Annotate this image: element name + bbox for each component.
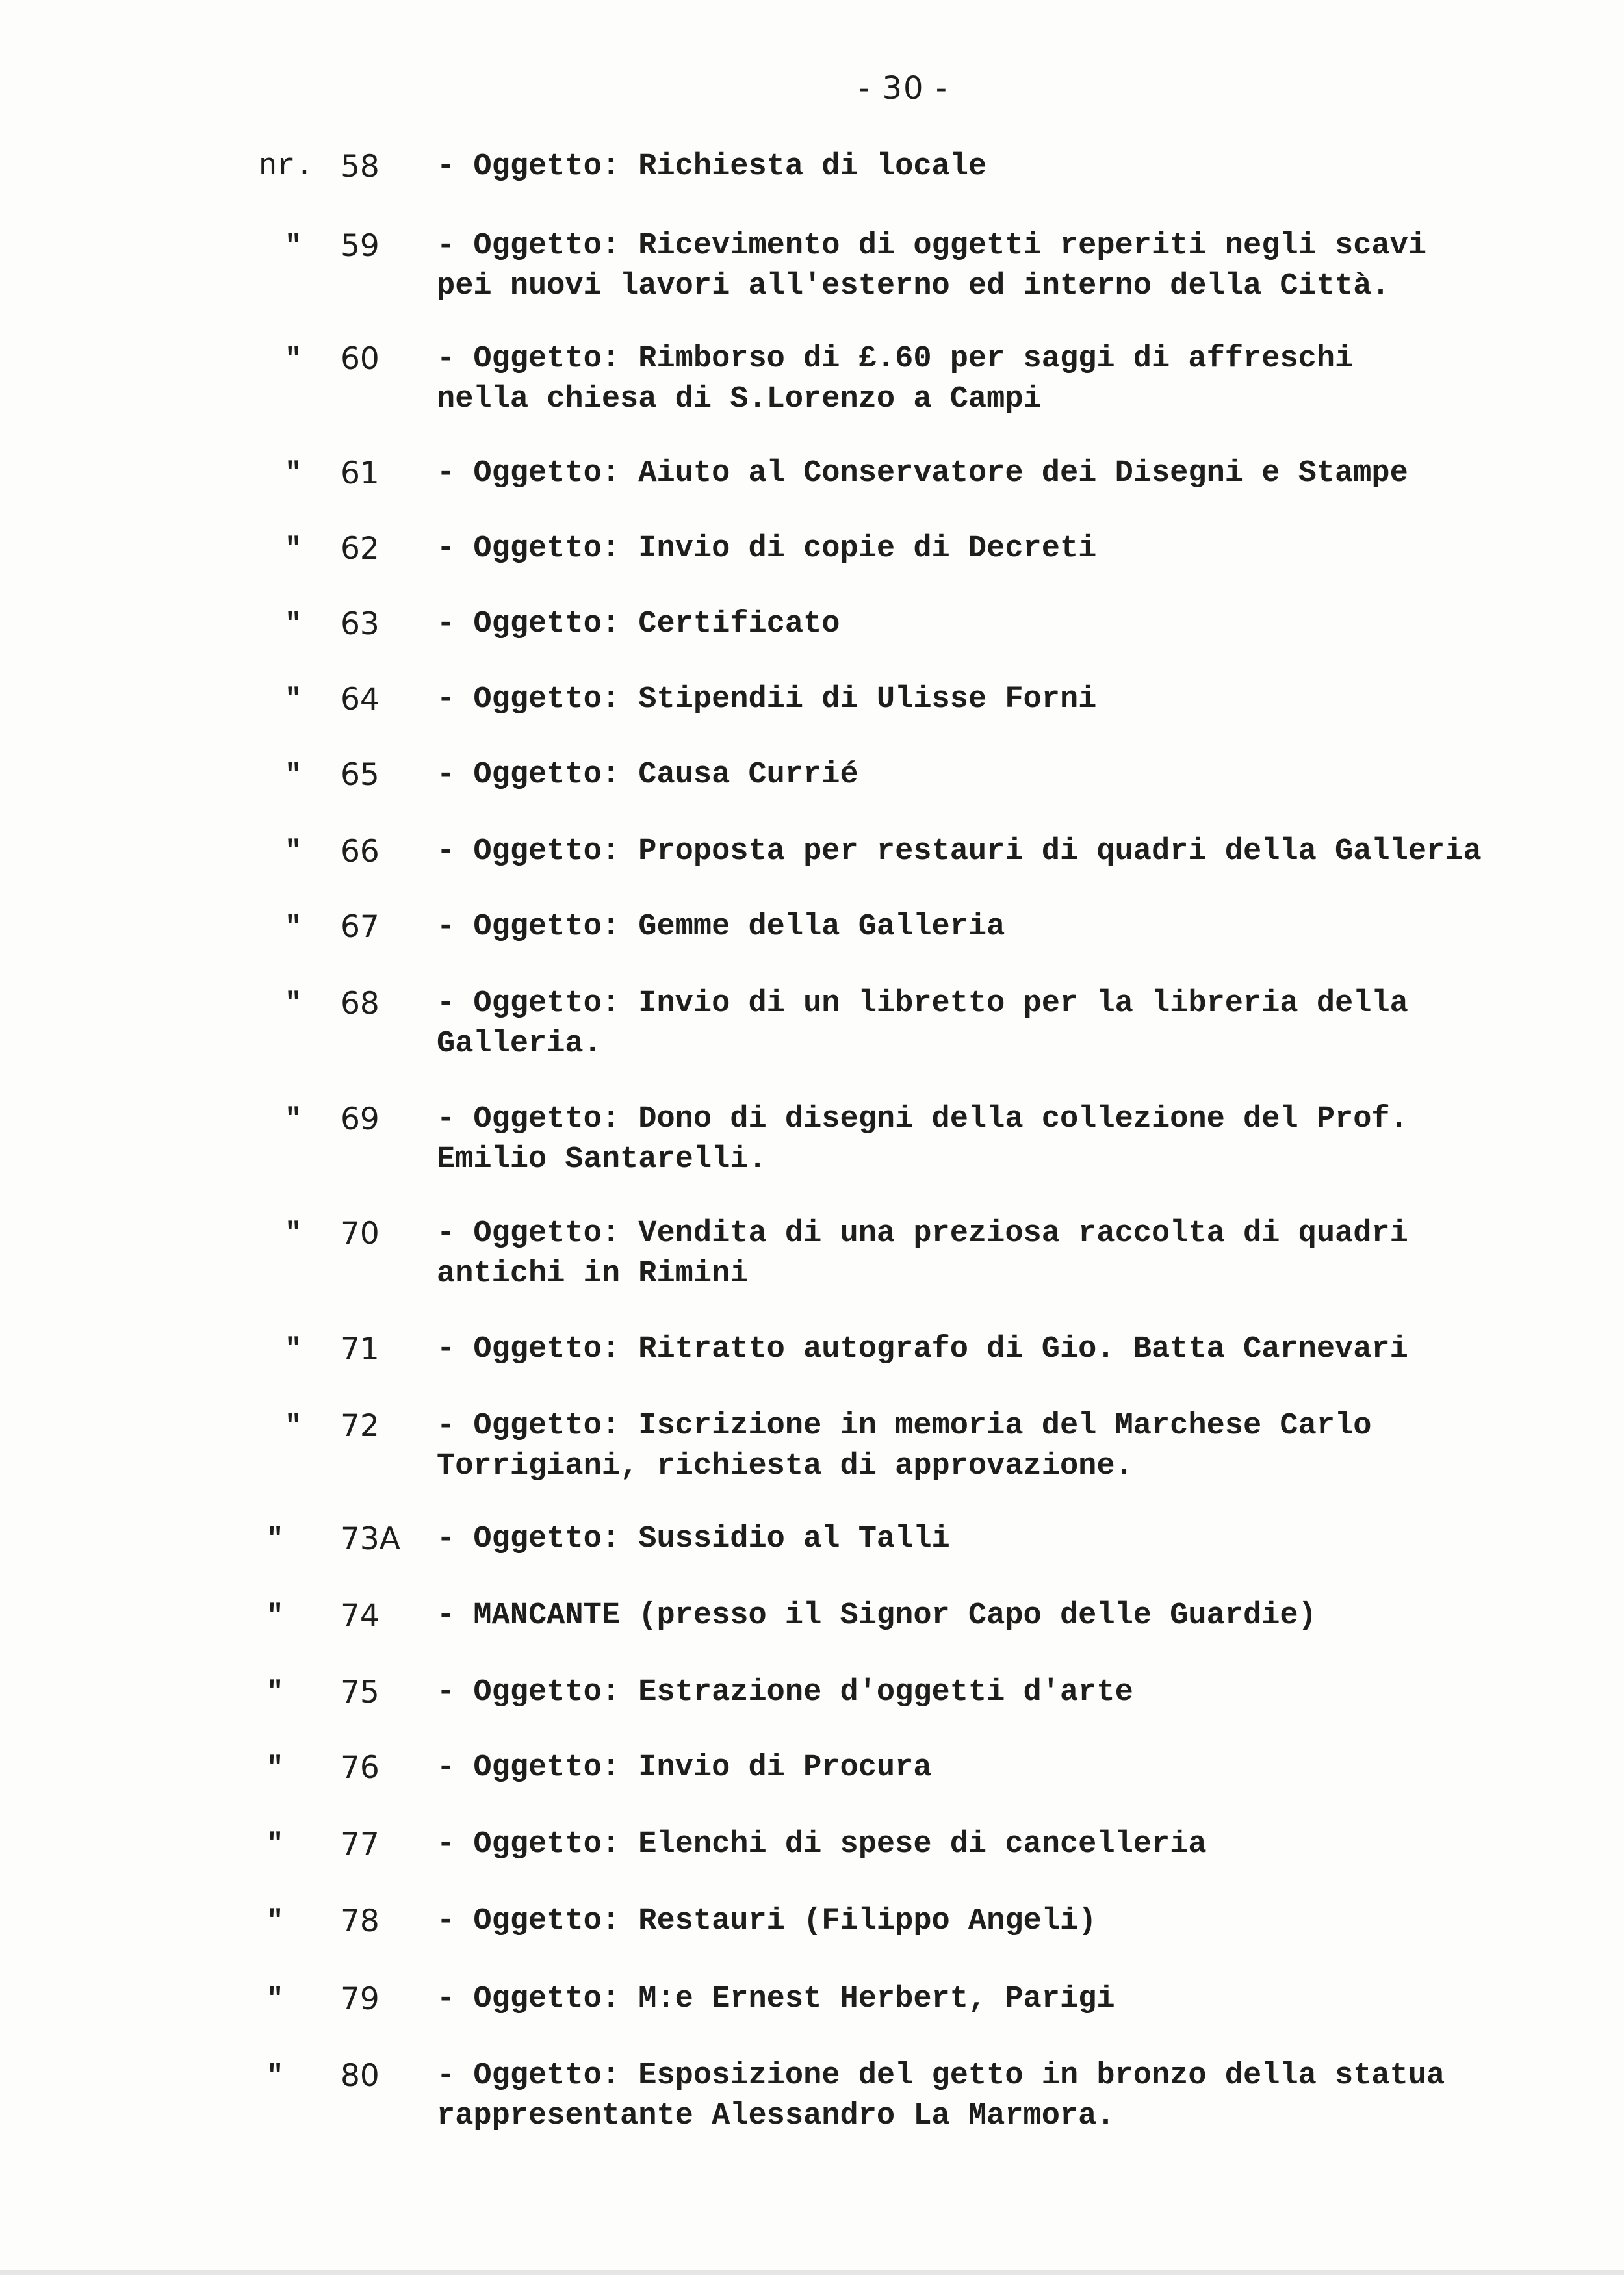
entry-line: Galleria. [437, 1027, 602, 1061]
entry-line: - Oggetto: Vendita di una preziosa raccolta di quadri [437, 1216, 1408, 1251]
entry-number: 69 [341, 1101, 380, 1137]
entry-text [437, 2056, 1593, 2137]
entry-number: 59 [341, 228, 380, 264]
entry-number: 63 [341, 606, 380, 642]
entry-line: - MANCANTE (presso il Signor Capo delle Guardie) [437, 1599, 1317, 1633]
entry-text [437, 604, 1593, 645]
ditto-mark: " [266, 1523, 284, 1556]
entry-line: - Oggetto: Aiuto al Conservatore dei Disegni e Stampe [437, 456, 1408, 491]
entry-text [437, 680, 1593, 720]
entry-number: 73A [341, 1521, 400, 1557]
entry-text [437, 832, 1593, 872]
page-bottom-edge [0, 2270, 1624, 2275]
entry-number: 77 [341, 1827, 380, 1862]
ditto-mark: " [266, 1829, 284, 1861]
entry-text [437, 1901, 1593, 1942]
entry-text [437, 1748, 1593, 1788]
entry-line: - Oggetto: Certificato [437, 607, 840, 641]
entry-number: 67 [341, 909, 380, 945]
entry-line: - Oggetto: Elenchi di spese di cancelleria [437, 1827, 1207, 1862]
entry-number: 74 [341, 1598, 380, 1634]
ditto-mark: " [266, 1905, 284, 1938]
ditto-mark: " [285, 684, 302, 716]
entry-line: - Oggetto: Sussidio al Talli [437, 1522, 950, 1556]
entry-line: - Oggetto: Proposta per restauri di quadri della Galleria [437, 834, 1482, 869]
ditto-mark: " [285, 911, 302, 944]
entry-text [437, 1214, 1593, 1294]
entry-prefix: nr. [259, 149, 314, 184]
entry-line: - Oggetto: Ritratto autografo di Gio. Batta Carnevari [437, 1332, 1408, 1367]
entry-number: 71 [341, 1331, 380, 1367]
ditto-mark: " [285, 1218, 302, 1250]
entry-line: - Oggetto: Ricevimento di oggetti reperiti negli scavi [437, 229, 1427, 263]
entry-text [437, 1406, 1593, 1487]
entry-text [437, 454, 1593, 494]
entry-text [437, 339, 1593, 420]
entry-line: - Oggetto: Estrazione d'oggetti d'arte [437, 1675, 1133, 1710]
entry-number: 79 [341, 1981, 380, 2017]
ditto-mark: " [266, 1677, 284, 1709]
entry-number: 68 [341, 986, 380, 1022]
entry-text [437, 907, 1593, 947]
entry-text [437, 1519, 1593, 1560]
entry-line: - Oggetto: Restauri (Filippo Angeli) [437, 1904, 1097, 1938]
entry-line: Torrigiani, richiesta di approvazione. [437, 1449, 1133, 1484]
entry-number: 62 [341, 531, 380, 567]
entry-text [437, 1979, 1593, 2020]
entry-line: - Oggetto: Invio di un libretto per la libreria della [437, 986, 1408, 1021]
entry-number: 75 [341, 1675, 380, 1710]
entry-text [437, 1330, 1593, 1370]
ditto-mark: " [285, 533, 302, 565]
ditto-mark: " [285, 1410, 302, 1443]
entry-line: - Oggetto: Invio di copie di Decreti [437, 532, 1097, 566]
entry-number: 64 [341, 682, 380, 717]
ditto-mark: " [266, 1752, 284, 1784]
entry-text [437, 755, 1593, 795]
entry-line: nella chiesa di S.Lorenzo a Campi [437, 382, 1042, 417]
entry-text [437, 984, 1593, 1064]
entry-line: - Oggetto: Richiesta di locale [437, 149, 987, 184]
entry-line: Emilio Santarelli. [437, 1142, 767, 1177]
entry-number: 65 [341, 757, 380, 793]
entry-text [437, 1825, 1593, 1865]
ditto-mark: " [266, 1983, 284, 2016]
entry-line: pei nuovi lavori all'esterno ed interno della Città. [437, 269, 1390, 303]
entry-line: antichi in Rimini [437, 1257, 749, 1291]
entry-number: 61 [341, 456, 380, 491]
entry-number: 66 [341, 834, 380, 869]
entry-line: - Oggetto: M:e Ernest Herbert, Parigi [437, 1982, 1115, 2016]
entry-text [437, 1673, 1593, 1713]
page-number: - 30 - [858, 70, 949, 107]
entry-number: 78 [341, 1903, 380, 1939]
ditto-mark: " [285, 1333, 302, 1366]
entry-text [437, 529, 1593, 569]
entry-line: - Oggetto: Stipendii di Ulisse Forni [437, 682, 1097, 717]
entry-text [437, 1596, 1593, 1636]
ditto-mark: " [285, 1103, 302, 1136]
ditto-mark: " [285, 836, 302, 868]
ditto-mark: " [285, 343, 302, 376]
ditto-mark: " [285, 457, 302, 490]
ditto-mark: " [266, 1600, 284, 1632]
entry-line: - Oggetto: Dono di disegni della collezione del Prof. [437, 1102, 1408, 1137]
ditto-mark: " [285, 608, 302, 641]
entry-line: rappresentante Alessandro La Marmora. [437, 2099, 1115, 2133]
entry-text [437, 226, 1593, 307]
entry-number: 80 [341, 2058, 380, 2094]
entry-line: - Oggetto: Invio di Procura [437, 1751, 932, 1785]
entry-number: 76 [341, 1750, 380, 1786]
entry-number: 60 [341, 341, 380, 377]
entry-number: 70 [341, 1216, 380, 1252]
entry-number: 72 [341, 1408, 380, 1444]
ditto-mark: " [266, 2060, 284, 2092]
entry-text [437, 1099, 1593, 1180]
entry-number: 58 [341, 149, 380, 185]
entry-line: - Oggetto: Iscrizione in memoria del Marchese Carlo [437, 1409, 1372, 1443]
entry-text [437, 147, 1593, 187]
entry-line: - Oggetto: Esposizione del getto in bronzo della statua [437, 2059, 1445, 2093]
ditto-mark: " [285, 988, 302, 1020]
entry-line: - Oggetto: Rimborso di £.60 per saggi di affreschi [437, 342, 1354, 376]
ditto-mark: " [285, 759, 302, 791]
entry-line: - Oggetto: Gemme della Galleria [437, 910, 1005, 944]
entry-line: - Oggetto: Causa Currié [437, 758, 858, 792]
ditto-mark: " [285, 230, 302, 263]
